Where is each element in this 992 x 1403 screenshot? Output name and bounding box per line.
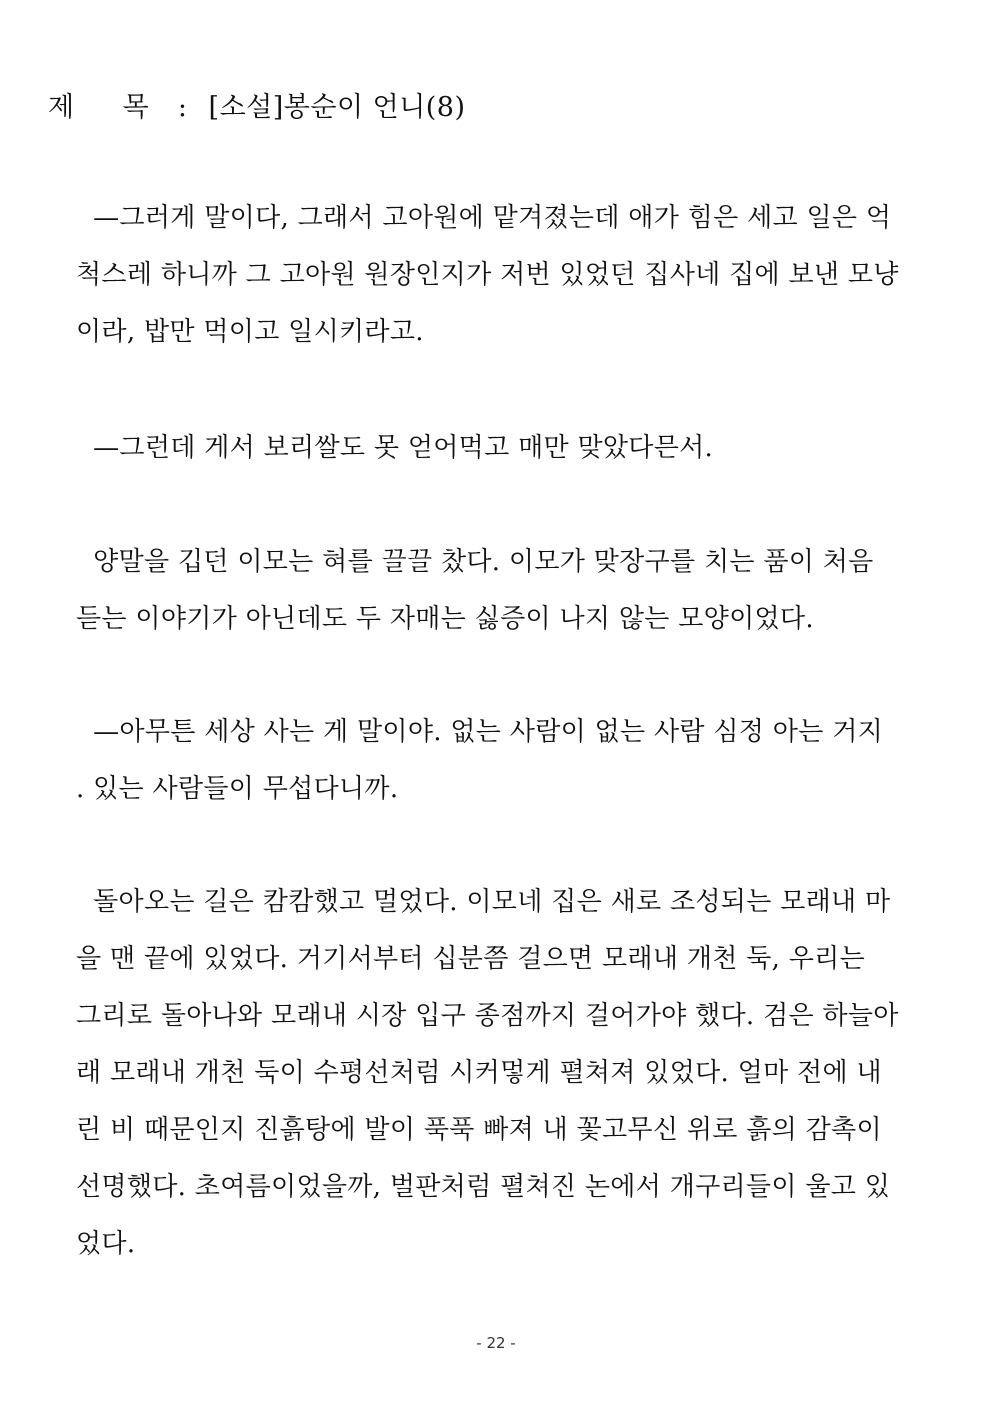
document-title [48,88,466,128]
paragraph-line: 래 모래내 개천 둑이 수평선처럼 시커멓게 펼쳐져 있었다. 얼마 전에 내 [76,1058,882,1088]
paragraph-line: 이라, 밥만 먹이고 일시키라고. [76,317,424,347]
paragraph-line: 린 비 때문인지 진흙탕에 발이 푹푹 빠져 내 꽃고무신 위로 흙의 감촉이 [76,1115,882,1145]
paragraph-5 [76,874,928,1273]
paragraph-line: 듣는 이야기가 아닌데도 두 자매는 싫증이 나지 않는 모양이었다. [76,604,814,634]
paragraph-3 [76,534,928,648]
paragraph-line: —그러게 말이다, 그래서 고아원에 맡겨졌는데 애가 힘은 세고 일은 억 [76,203,892,233]
paragraph-4 [76,704,928,818]
paragraph-line: 을 맨 끝에 있었다. 거기서부터 십분쯤 걸으면 모래내 개천 둑, 우리는 [76,944,866,974]
paragraph-line: 선명했다. 초여름이었을까, 벌판처럼 펼쳐진 논에서 개구리들이 울고 있 [76,1172,891,1202]
paragraph-line: . 있는 사람들이 무섭다니까. [76,774,399,804]
paragraph-line: 돌아오는 길은 캄캄했고 멀었다. 이모네 집은 새로 조성되는 모래내 마 [76,887,891,917]
paragraph-line: 척스레 하니까 그 고아원 원장인지가 저번 있었던 집사네 집에 보낸 모냥 [76,260,899,290]
paragraph-line: —아무튼 세상 사는 게 말이야. 없는 사람이 없는 사람 심정 아는 거지 [76,717,884,747]
paragraph-line: 었다. [76,1229,136,1259]
paragraph-line: 그리로 돌아나와 모래내 시장 입구 종점까지 걸어가야 했다. 검은 하늘아 [76,1001,899,1031]
paragraph-line: —그런데 게서 보리쌀도 못 얻어먹고 매만 맞았다믄서. [76,433,714,463]
page-number: - 22 - [476,1334,516,1352]
title-colon: : [177,92,188,123]
paragraph-1 [76,190,928,361]
title-text: [소설]봉순이 언니(8) [208,92,466,123]
paragraph-2 [76,420,928,477]
title-label: 제 목 [48,92,169,123]
paragraph-line: 양말을 깁던 이모는 혀를 끌끌 찼다. 이모가 맞장구를 치는 품이 처음 [76,547,874,577]
